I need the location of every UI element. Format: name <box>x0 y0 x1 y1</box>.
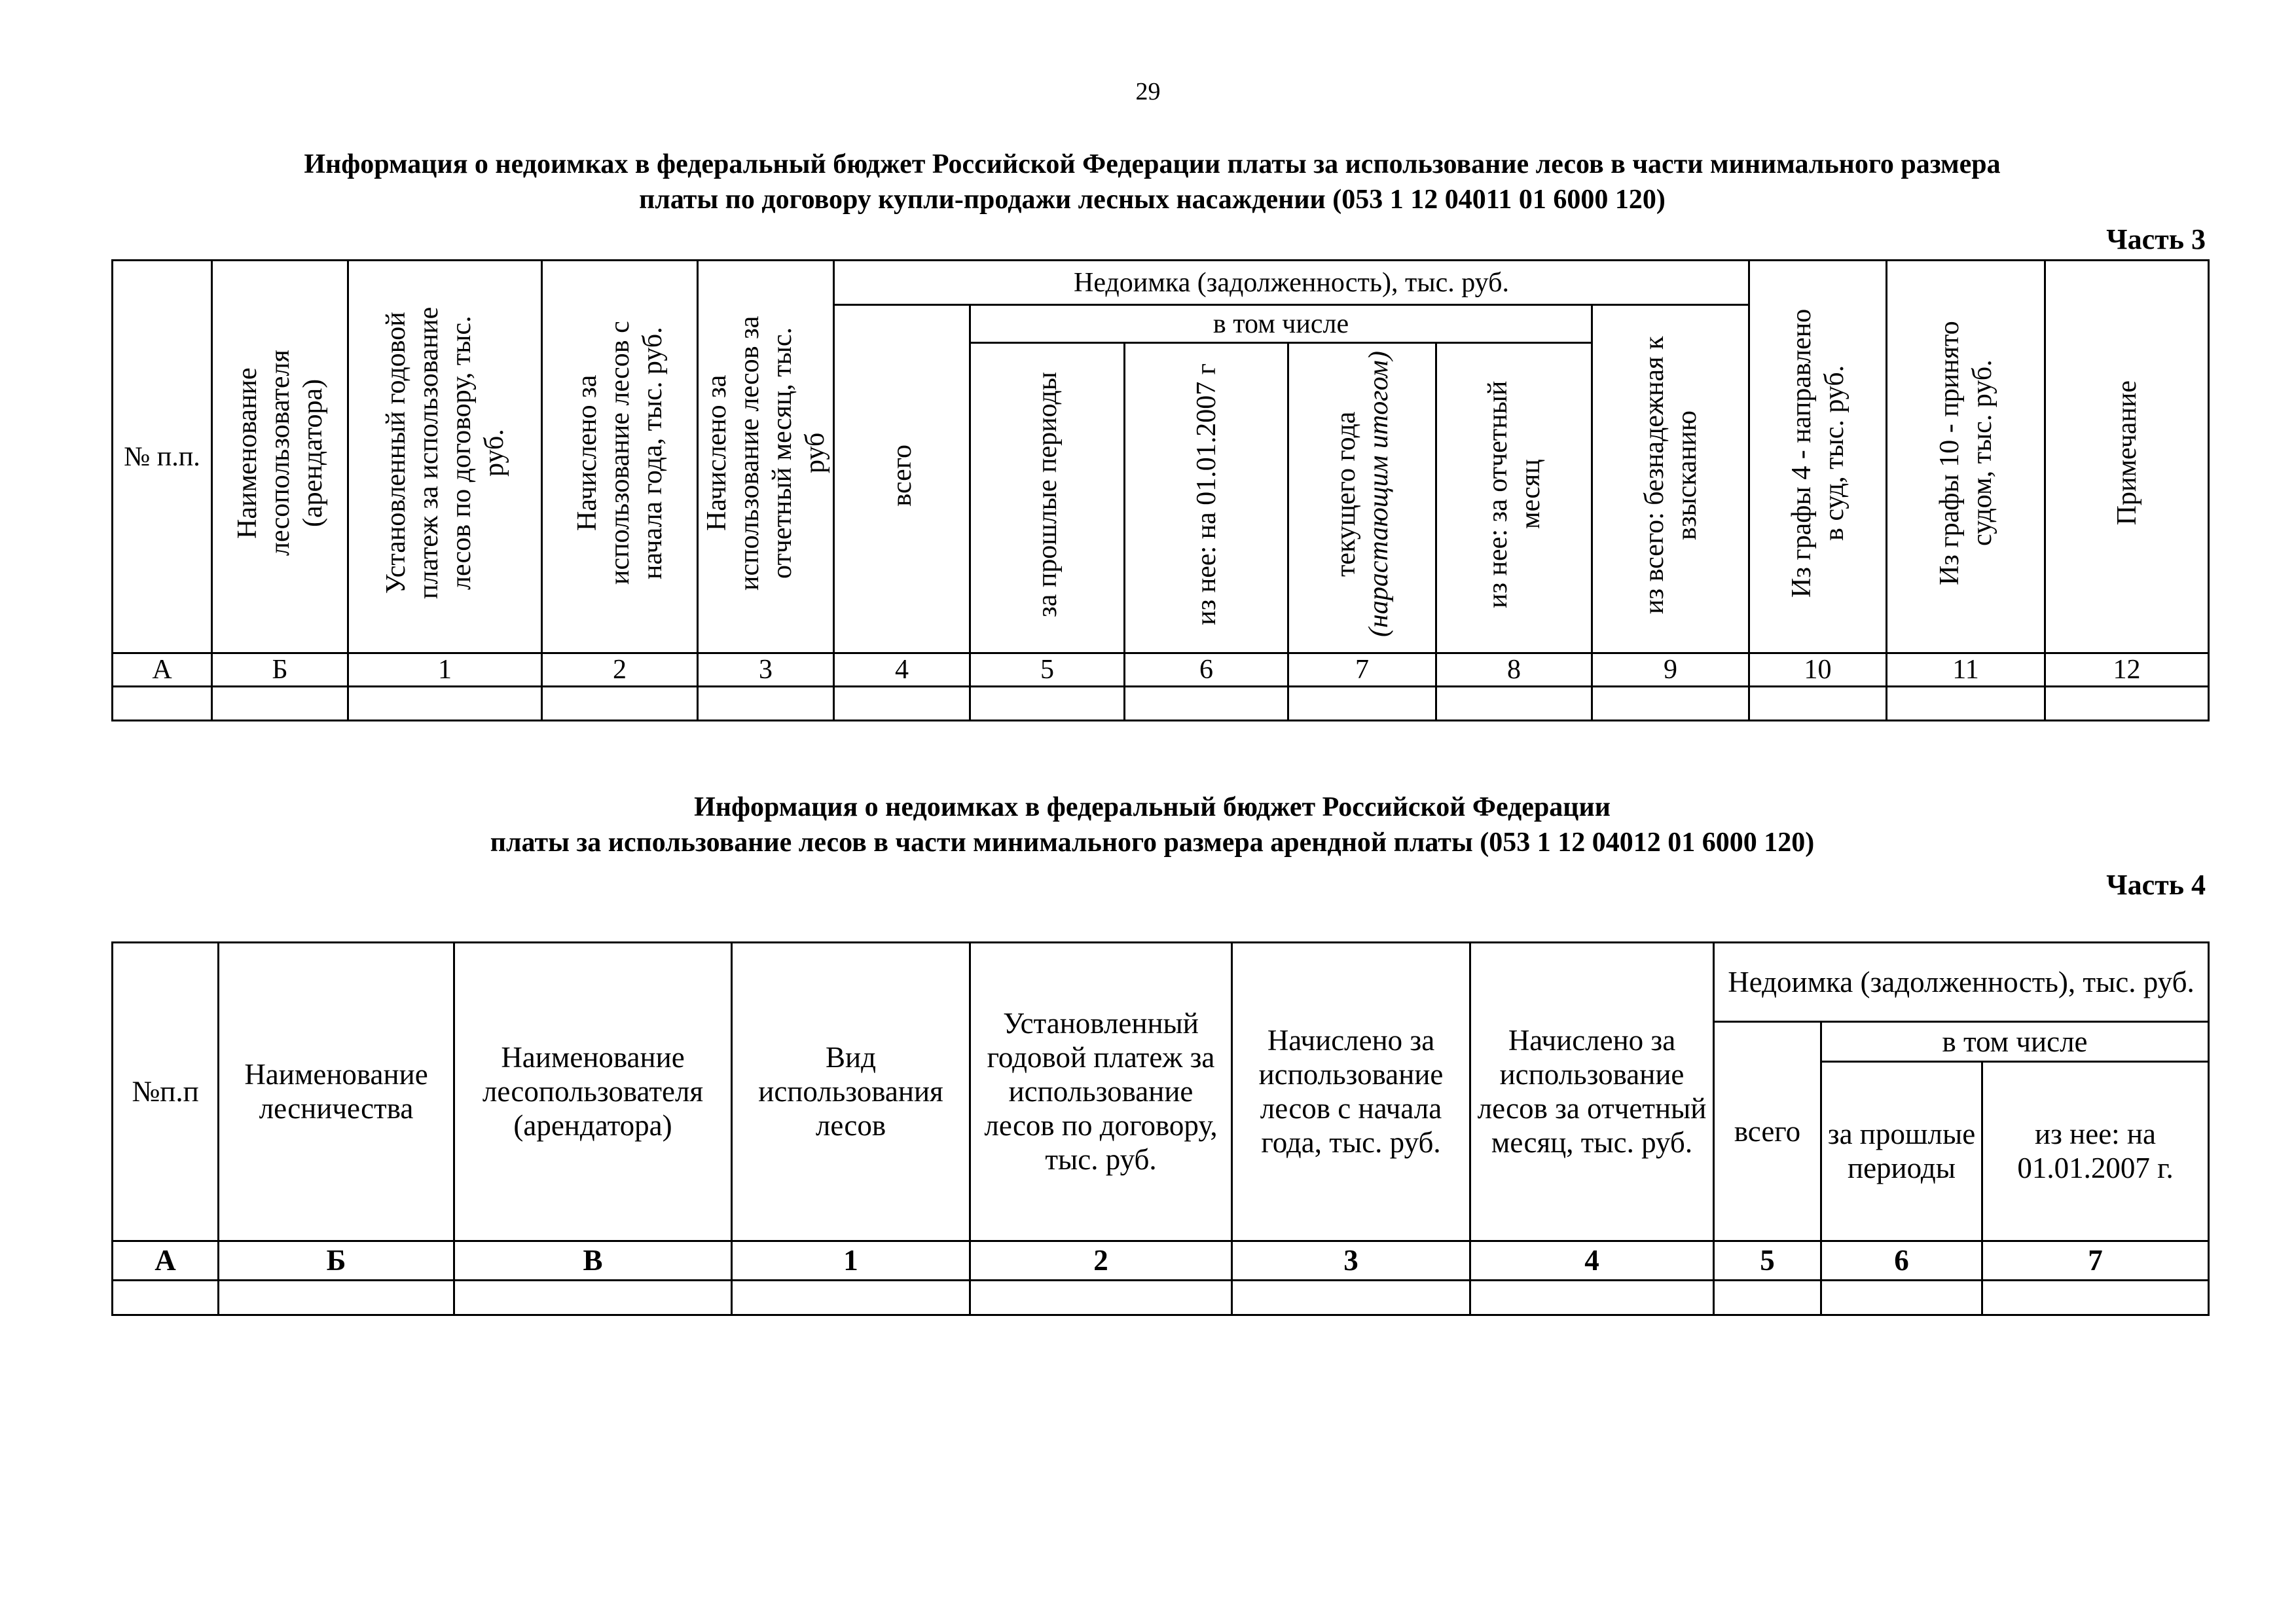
section3-title-line1: Информация о недоимках в федеральный бюджет Российской Федерации платы за использование лесов в части минимального размера <box>304 149 2001 179</box>
s4-empty-cell <box>1232 1281 1470 1315</box>
s3-header-total: всего <box>834 305 970 653</box>
s3-colnum: 4 <box>834 653 970 687</box>
s3-empty-row <box>113 687 2209 721</box>
page-number: 29 <box>1135 78 1161 105</box>
s4-colnum: 5 <box>1714 1241 1821 1281</box>
s3-empty-cell <box>1288 687 1436 721</box>
s3-colnum: Б <box>212 653 348 687</box>
section3-title <box>92 147 2213 217</box>
s3-current-year-italic: (нарастающим итогом) <box>1363 351 1394 638</box>
s4-empty-cell <box>732 1281 970 1315</box>
s3-header-accrued-month: Начислено за использование лесов за отчетный месяц, тыс. руб <box>698 261 834 653</box>
s3-colnum: 8 <box>1436 653 1592 687</box>
s4-empty-cell <box>113 1281 219 1315</box>
s3-header-court-sent: Из графы 4 - направлено в суд, тыс. руб. <box>1749 261 1887 653</box>
section4-title-line2: платы за использование лесов в части минимального размера арендной платы (053 1 12 04012 01 6000 120) <box>490 828 1815 858</box>
s4-empty-cell <box>1470 1281 1714 1315</box>
s3-colnum: 9 <box>1592 653 1749 687</box>
s3-header-accrued-year: Начислено за использование лесов с начала года, тыс. руб. <box>542 261 698 653</box>
s3-empty-cell <box>834 687 970 721</box>
s4-colnum: В <box>454 1241 732 1281</box>
s3-colnum: 6 <box>1125 653 1288 687</box>
s3-empty-cell <box>1887 687 2045 721</box>
s3-empty-cell <box>212 687 348 721</box>
s4-colnum: А <box>113 1241 219 1281</box>
s4-header-accrued-month: Начислено за использование лесов за отчетный месяц, тыс. руб. <box>1470 943 1714 1241</box>
s4-colnum: 2 <box>970 1241 1232 1281</box>
s3-header-doubtful: из всего: безнадежная к взысканию <box>1592 305 1749 653</box>
s4-empty-cell <box>1821 1281 1982 1315</box>
s4-header-arrears-group: Недоимка (задолженность), тыс. руб. <box>1714 943 2209 1022</box>
section4-title-line1: Информация о недоимках в федеральный бюджет Российской Федерации <box>694 792 1611 822</box>
s3-colnum: А <box>113 653 212 687</box>
s3-colnum: 2 <box>542 653 698 687</box>
s3-empty-cell <box>348 687 542 721</box>
s3-header-note: Примечание <box>2045 261 2209 653</box>
s3-empty-cell <box>698 687 834 721</box>
section3-title-line2: платы по договору купли-продажи лесных насаждении (053 1 12 04011 01 6000 120) <box>639 185 1666 215</box>
s3-header-annual: Установленный годовой платеж за использование лесов по договору, тыс. руб. <box>348 261 542 653</box>
s3-header-of-which-2007: из нее: на 01.01.2007 г <box>1125 343 1288 653</box>
section4-table <box>111 941 2210 1316</box>
s4-empty-cell <box>970 1281 1232 1315</box>
s3-header-name: Наименование лесопользователя (арендатора) <box>212 261 348 653</box>
s3-header-arrears-group: Недоимка (задолженность), тыс. руб. <box>834 261 1749 305</box>
s4-header-annual: Установленный годовой платеж за использование лесов по договору, тыс. руб. <box>970 943 1232 1241</box>
s3-colnum: 3 <box>698 653 834 687</box>
s3-header-num: № п.п. <box>113 261 212 653</box>
s4-colnum: 6 <box>1821 1241 1982 1281</box>
s4-header-including: в том числе <box>1821 1022 2209 1062</box>
s4-colnum: 3 <box>1232 1241 1470 1281</box>
s4-colnum: 4 <box>1470 1241 1714 1281</box>
s4-header-forestry: Наименование лесничества <box>219 943 454 1241</box>
s3-empty-cell <box>1749 687 1887 721</box>
s4-header-user: Наименование лесопользователя (арендатора) <box>454 943 732 1241</box>
s3-colnum: 11 <box>1887 653 2045 687</box>
s4-colnum: 7 <box>1982 1241 2209 1281</box>
s3-header-current-year <box>1288 343 1436 653</box>
s3-empty-cell <box>542 687 698 721</box>
s4-header-of-which-2007: из нее: на 01.01.2007 г. <box>1982 1062 2209 1241</box>
s3-empty-cell <box>1436 687 1592 721</box>
s4-colnum: Б <box>219 1241 454 1281</box>
section3-part-label: Часть 3 <box>2106 223 2206 255</box>
section4-part-label: Часть 4 <box>2106 869 2206 901</box>
s4-header-num: №п.п <box>113 943 219 1241</box>
s3-colnum: 5 <box>970 653 1125 687</box>
s3-colnum: 12 <box>2045 653 2209 687</box>
s3-empty-cell <box>1592 687 1749 721</box>
s4-empty-cell <box>1982 1281 2209 1315</box>
section4-title <box>92 790 2213 860</box>
s3-empty-cell <box>1125 687 1288 721</box>
s3-current-year-text: текущего года <box>1330 411 1361 577</box>
s3-colnum: 10 <box>1749 653 1887 687</box>
s4-empty-cell <box>1714 1281 1821 1315</box>
s4-empty-row <box>113 1281 2209 1315</box>
s3-header-past: за прошлые периоды <box>970 343 1125 653</box>
s4-header-past: за прошлые периоды <box>1821 1062 1982 1241</box>
s3-colnum: 7 <box>1288 653 1436 687</box>
s3-empty-cell <box>113 687 212 721</box>
s4-header-use-type: Вид использования лесов <box>732 943 970 1241</box>
s3-header-including: в том числе <box>970 305 1592 343</box>
s4-empty-cell <box>219 1281 454 1315</box>
s3-header-court-accepted: Из графы 10 - принято судом, тыс. руб. <box>1887 261 2045 653</box>
s3-colnum: 1 <box>348 653 542 687</box>
section3-table <box>111 259 2210 721</box>
s3-empty-cell <box>2045 687 2209 721</box>
s4-header-accrued-year: Начислено за использование лесов с начала года, тыс. руб. <box>1232 943 1470 1241</box>
s4-empty-cell <box>454 1281 732 1315</box>
s4-header-total: всего <box>1714 1022 1821 1241</box>
s4-colnum: 1 <box>732 1241 970 1281</box>
s3-header-of-which-month: из нее: за отчетный месяц <box>1436 343 1592 653</box>
s3-empty-cell <box>970 687 1125 721</box>
